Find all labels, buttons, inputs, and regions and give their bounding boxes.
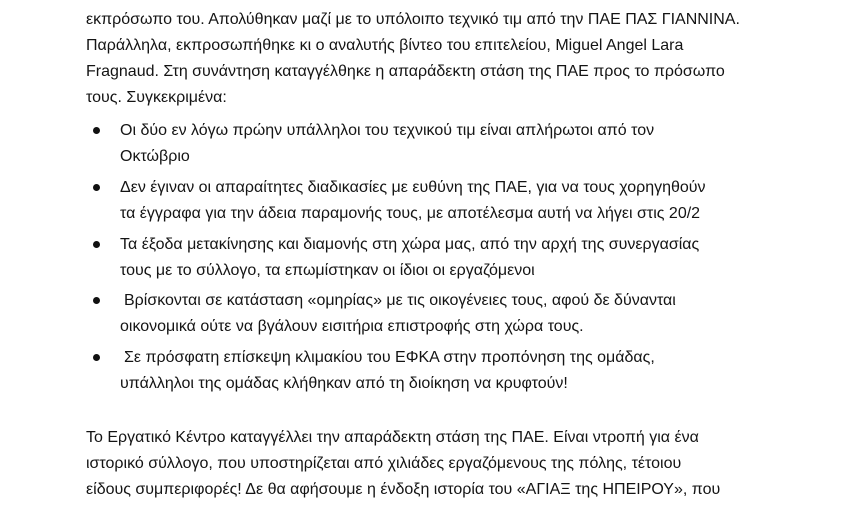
intro-line: εκπρόσωπο του. Απολύθηκαν μαζί με το υπόλοιπο τεχνικό τιμ από την ΠΑΕ ΠΑΣ ΓΙΑΝΝΙΝΑ. — [86, 11, 740, 28]
intro-line: τους. Συγκεκριμένα: — [86, 89, 227, 106]
bullet-line: οικονομικά ούτε να βγάλουν εισιτήρια επιστροφής στη χώρα τους. — [120, 318, 584, 335]
bullet-line: Τα έξοδα μετακίνησης και διαμονής στη χώρα μας, από την αρχή της συνεργασίας — [120, 236, 700, 253]
bullet-text — [120, 347, 780, 395]
intro-paragraph — [86, 9, 774, 109]
intro-line: Fragnaud. Στη συνάντηση καταγγέλθηκε η απαράδεκτη στάση της ΠΑΕ προς το πρόσωπο — [86, 63, 725, 80]
bullet-icon — [93, 297, 100, 304]
closing-paragraph — [86, 427, 774, 501]
bullet-text — [120, 120, 776, 168]
closing-line: Το Εργατικό Κέντρο καταγγέλλει την απαράδεκτη στάση της ΠΑΕ. Είναι ντροπή για ένα — [86, 429, 699, 446]
bullet-line: Σε πρόσφατη επίσκεψη κλιμακίου του ΕΦΚΑ στην προπόνηση της ομάδας, — [124, 349, 655, 366]
top-edge — [0, 0, 855, 6]
bullet-icon — [93, 127, 100, 134]
bullet-line: Δεν έγιναν οι απαραίτητες διαδικασίες με ευθύνη της ΠΑΕ, για να τους χορηγηθούν — [120, 179, 706, 196]
bullet-line: Βρίσκονται σε κατάσταση «ομηρίας» με τις οικογένειες τους, αφού δε δύνανται — [124, 292, 676, 309]
bullet-text — [120, 234, 776, 282]
closing-line: είδους συμπεριφορές! Δε θα αφήσουμε η ένδοξη ιστορία του «ΑΓΙΑΞ της ΗΠΕΙΡΟΥ», που — [86, 481, 721, 498]
intro-line: Παράλληλα, εκπροσωπήθηκε κι ο αναλυτής βίντεο του επιτελείου, Miguel Angel Lara — [86, 37, 684, 54]
bullet-icon — [93, 241, 100, 248]
bullet-icon — [93, 354, 100, 361]
bullet-icon — [93, 184, 100, 191]
bullet-line: Οι δύο εν λόγω πρώην υπάλληλοι του τεχνικού τιμ είναι απλήρωτοι από τον — [120, 122, 655, 139]
closing-line: ιστορικό σύλλογο, που υποστηρίζεται από χιλιάδες εργαζόμενους της πόλης, τέτοιου — [86, 455, 682, 472]
bullet-text — [120, 177, 776, 225]
bullet-line: τους με το σύλλογο, τα επωμίστηκαν οι ίδιοι οι εργαζόμενοι — [120, 262, 535, 279]
bullet-line: τα έγγραφα για την άδεια παραμονής τους, με αποτέλεσμα αυτή να λήγει στις 20/2 — [120, 205, 701, 222]
bullet-text — [120, 290, 780, 338]
bullet-line: Οκτώβριο — [120, 148, 190, 165]
bullet-line: υπάλληλοι της ομάδας κλήθηκαν από τη διοίκηση να κρυφτούν! — [120, 375, 568, 392]
